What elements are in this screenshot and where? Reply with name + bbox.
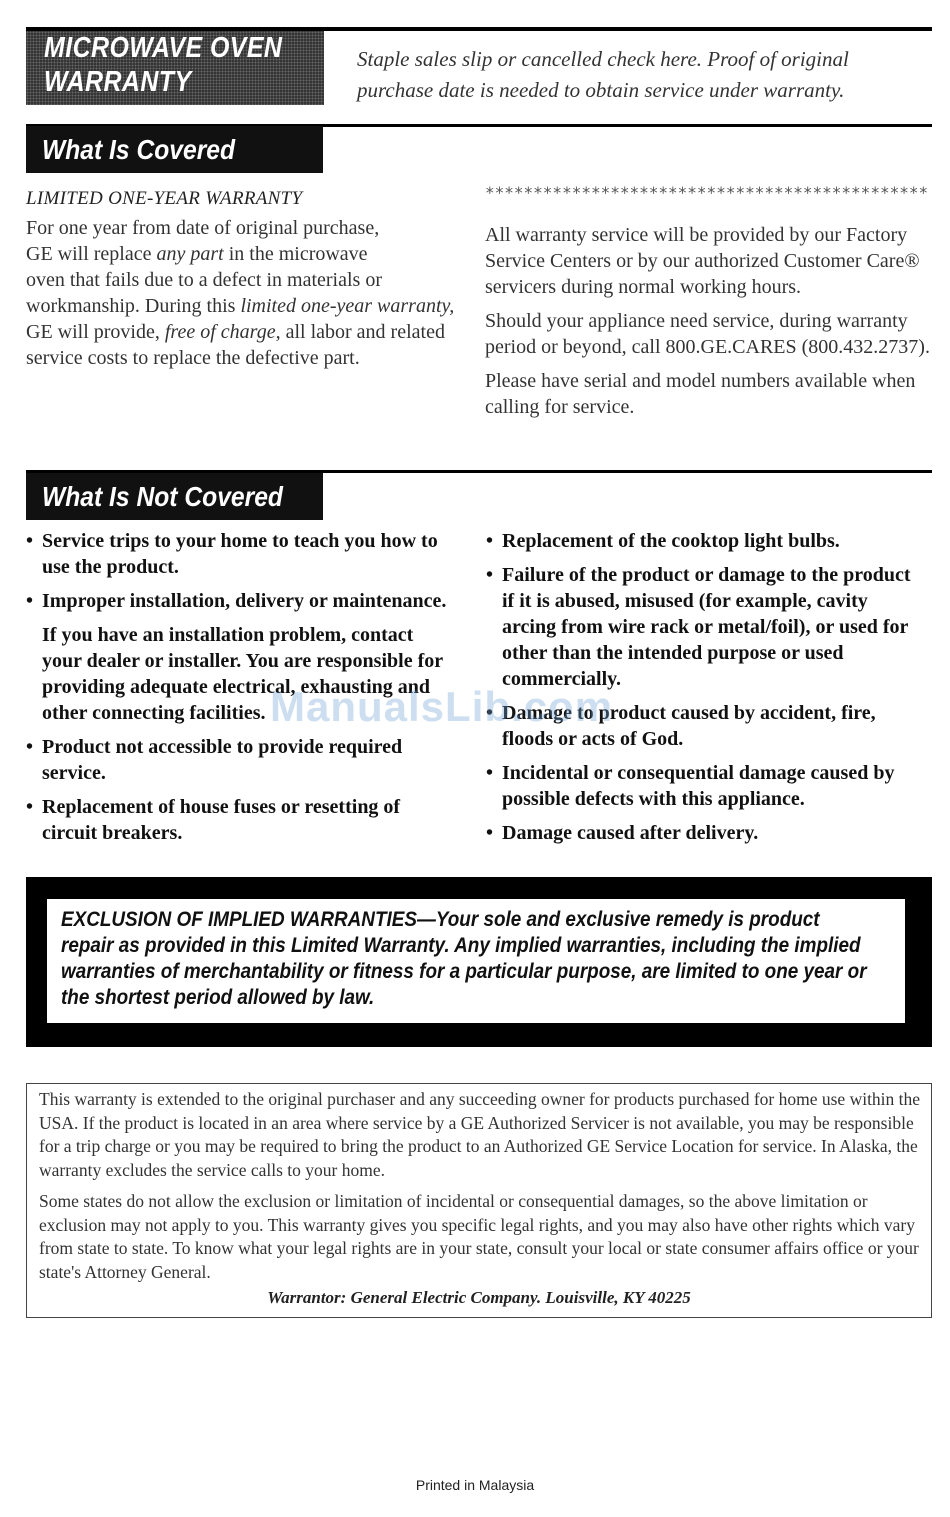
- exclusion-inner-box: [44, 896, 908, 1026]
- covered-line: [26, 241, 471, 267]
- page-title: [44, 31, 285, 99]
- text-run: workmanship. During this: [26, 295, 241, 317]
- list-item: • Product not accessible to provide required service.: [26, 734, 456, 786]
- exclusion-text: EXCLUSION OF IMPLIED WARRANTIES—Your sole and exclusive remedy is product repair as provided in this Limited Warranty. Any implied warranties, including the implied warranties of merchantability or fitness for a particular purpose, are limited to one year or the shortest period allowed by law.: [61, 908, 867, 1009]
- text-run: in the microwave: [223, 243, 368, 265]
- covered-line: For one year from date of original purchase,: [26, 217, 380, 239]
- watermark: ManualsLib.com: [270, 683, 614, 730]
- list-item: • Incidental or consequential damage caused by possible defects with this appliance.: [486, 760, 926, 812]
- list-item: • Damage to product caused by accident, fire, floods or acts of God.: [486, 700, 926, 752]
- title-line-2: WARRANTY: [44, 66, 192, 98]
- service-paragraph: All warranty service will be provided by our Factory Service Centers or by our authorized Customer Care® servicers during normal working hours.: [485, 224, 920, 298]
- legal-paragraph-1: This warranty is extended to the original purchaser and any succeeding owner for products purchased for home use within the USA. If the product is located in an area where service by a GE Authorized Servicer is not available, you may be responsible for a trip charge or you may be required to bring the product to an Authorized GE Service Location for service. In Alaska, the warranty excludes the service calls to your home.: [39, 1089, 921, 1180]
- not-covered-heading-box: [26, 473, 323, 520]
- phone-paragraph: Should your appliance need service, during warranty period or beyond, call 800.GE.CARES (800.432.2737).: [485, 310, 930, 358]
- list-item-note: If you have an installation problem, contact your dealer or installer. You are responsible for providing adequate electrical, exhausting and other connecting facilities.: [42, 624, 443, 724]
- warrantor-line: Warrantor: General Electric Company. Louisville, KY 40225: [267, 1288, 691, 1307]
- covered-line: oven that fails due to a defect in materials or: [26, 269, 382, 291]
- list-item: • Replacement of house fuses or resetting of circuit breakers.: [26, 794, 456, 846]
- emphasis-free-of-charge: free of charge,: [164, 321, 281, 343]
- covered-line: [26, 293, 471, 319]
- covered-line: [26, 319, 471, 345]
- list-item: • Improper installation, delivery or maintenance.: [26, 588, 456, 614]
- legal-paragraph-2: Some states do not allow the exclusion or limitation of incidental or consequential damages, so the above limitation or exclusion may not apply to you. This warranty gives you specific legal rights, and you may also have other rights which vary from state to state. To know what your legal rights are in your state, consult your local or state consumer affairs office or your state's Attorney General.: [39, 1191, 919, 1282]
- text-run: GE will replace: [26, 243, 157, 265]
- star-divider: **********************************************: [485, 183, 929, 202]
- covered-heading: What Is Covered: [42, 134, 236, 165]
- limited-warranty-title: LIMITED ONE-YEAR WARRANTY: [26, 188, 303, 209]
- not-covered-heading: What Is Not Covered: [42, 481, 283, 512]
- staple-line-1: Staple sales slip or cancelled check here. Proof of original: [357, 47, 849, 71]
- warranty-title-box: [26, 31, 324, 105]
- covered-left-text: [26, 215, 471, 371]
- list-item: • Failure of the product or damage to the product if it is abused, misused (for example, cavity arcing from wire rack or metal/foil), or used for other than the intended purpose or used commercially.: [486, 562, 926, 692]
- exclusion-box: [26, 877, 932, 1047]
- emphasis-limited-warranty: limited one-year warranty,: [240, 295, 455, 317]
- legal-text: [39, 1088, 923, 1292]
- list-item: • Service trips to your home to teach you how to use the product.: [26, 528, 456, 580]
- text-run: all labor and related: [280, 321, 445, 343]
- legal-box: [26, 1083, 932, 1318]
- list-item: • Replacement of the cooktop light bulbs.: [486, 528, 926, 554]
- title-line-1: MICROWAVE OVEN: [44, 32, 283, 64]
- text-run: GE will provide,: [26, 321, 165, 343]
- covered-right-text: [485, 222, 933, 428]
- emphasis-any-part: any part: [156, 243, 224, 265]
- serial-paragraph: Please have serial and model numbers available when calling for service.: [485, 370, 916, 418]
- staple-line-2: purchase date is needed to obtain service under warranty.: [357, 78, 845, 102]
- list-item: • Damage caused after delivery.: [486, 820, 926, 846]
- covered-line: service costs to replace the defective part.: [26, 347, 360, 369]
- staple-note: [357, 44, 917, 106]
- printed-in-note: Printed in Malaysia: [415, 1477, 535, 1493]
- covered-heading-box: [26, 126, 323, 173]
